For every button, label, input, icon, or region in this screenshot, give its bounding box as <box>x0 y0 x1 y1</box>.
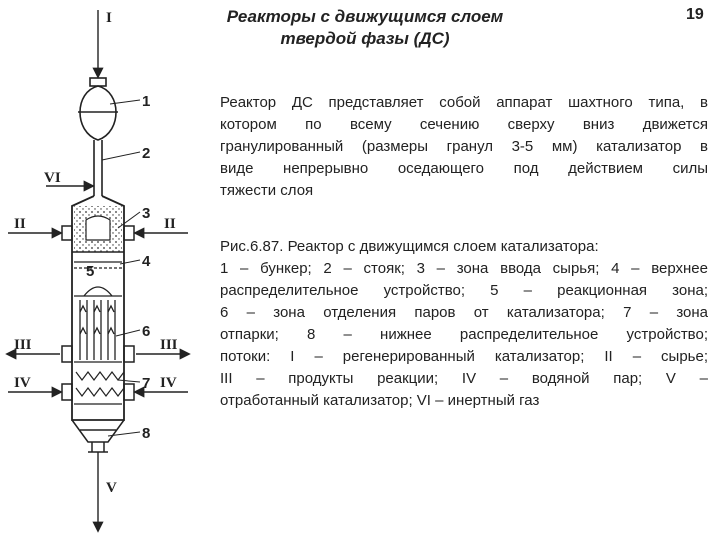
stream-label-ii-right: II <box>164 216 176 232</box>
reactor-diagram <box>0 0 215 540</box>
stream-label-v: V <box>106 480 117 496</box>
stream-label-iv-right: IV <box>160 375 177 391</box>
part-label-6: 6 <box>142 323 151 340</box>
intro-line: Реактор ДС представляет собой аппарат шахтного типа, в <box>220 94 708 111</box>
slide-title <box>200 6 530 50</box>
stripping-zone <box>74 372 124 404</box>
caption-line: потоки: I – регенерированный катализатор; II – сырье; <box>220 348 708 365</box>
caption-line: распределительное устройство; 5 – реакционная зона; <box>220 282 708 299</box>
slide-title-line-2: твердой фазы (ДС) <box>280 29 450 48</box>
part-label-5: 5 <box>86 263 95 280</box>
caption-line: 6 – зона отделения паров от катализатора; 7 – зона <box>220 304 708 321</box>
intro-line: тяжести слоя <box>220 182 314 199</box>
stream-label-ii-left: II <box>14 216 26 232</box>
caption-line: отработанный катализатор; VI – инертный газ <box>220 392 540 409</box>
part-label-3: 3 <box>142 205 151 222</box>
stream-label-iii-left: III <box>14 337 32 353</box>
caption-line: III – продукты реакции; IV – водяной пар; V – <box>220 370 708 387</box>
caption-line: отпарки; 8 – нижнее распределительное устройство; <box>220 326 708 343</box>
stream-label-i: I <box>106 10 112 26</box>
caption-line: 1 – бункер; 2 – стояк; 3 – зона ввода сырья; 4 – верхнее <box>220 260 708 277</box>
stream-label-vi: VI <box>44 170 61 186</box>
part-label-4: 4 <box>142 253 151 270</box>
stream-label-iii-right: III <box>160 337 178 353</box>
upper-distributor <box>74 262 122 268</box>
part-label-7: 7 <box>142 375 151 392</box>
hopper <box>78 78 118 140</box>
lower-distributor <box>72 420 124 452</box>
page-number: 19 <box>686 6 704 23</box>
figure-caption <box>220 236 708 412</box>
feed-zone <box>72 206 124 252</box>
intro-line: гранулированный (размеры гранул 3-5 мм) катализатор в <box>220 138 708 155</box>
reaction-zone <box>74 287 122 362</box>
part-label-8: 8 <box>142 425 151 442</box>
intro-paragraph <box>220 92 708 202</box>
stream-label-iv-left: IV <box>14 375 31 391</box>
caption-line: Рис.6.87. Реактор с движущимся слоем катализатора: <box>220 238 599 255</box>
standpipe <box>94 140 102 196</box>
part-label-1: 1 <box>142 93 151 110</box>
intro-line: виде непрерывно оседающего под действием силы <box>220 160 708 177</box>
part-label-2: 2 <box>142 145 151 162</box>
slide-title-line-1: Реакторы с движущимся слоем <box>226 7 504 26</box>
intro-line: котором по всему сечению сверху вниз движется <box>220 116 708 133</box>
